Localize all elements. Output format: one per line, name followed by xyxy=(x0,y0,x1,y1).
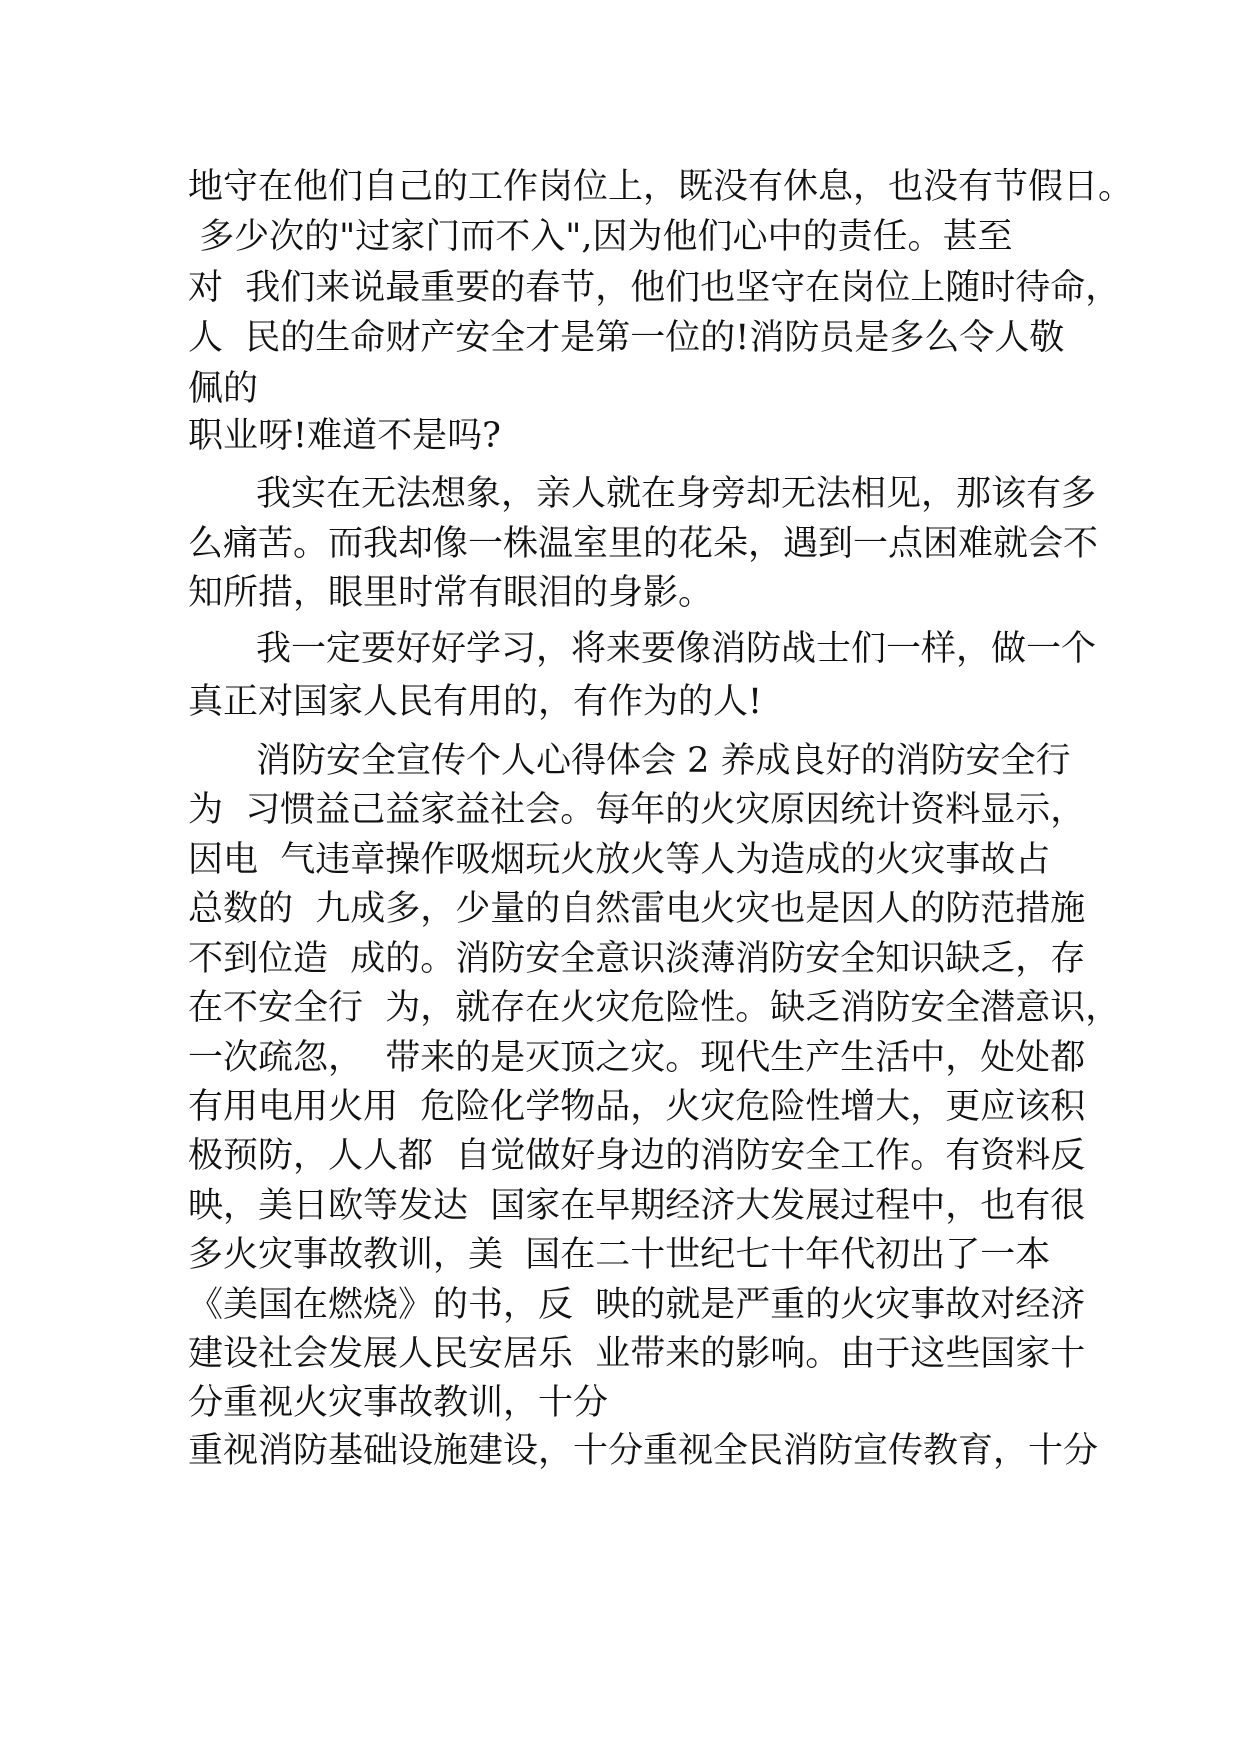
text-line: 佩的 xyxy=(188,369,259,409)
text-line: 多火灾事故教训，美 国在二十世纪七十年代初出了一本 xyxy=(188,1235,1051,1275)
text-line: 为 习惯益己益家益社会。每年的火灾原因统计资料显示， xyxy=(188,790,1086,830)
text-line: 我实在无法想象，亲人就在身旁却无法相见，那该有多 xyxy=(256,474,1097,514)
text-line: 因电 气违章操作吸烟玩火放火等人为造成的火灾事故占 xyxy=(188,840,1051,880)
text-line: 职业呀!难道不是吗? xyxy=(188,416,501,456)
text-line: 重视消防基础设施建设，十分重视全民消防宣传教育，十分 xyxy=(188,1431,1099,1471)
text-line: 知所措，眼里时常有眼泪的身影。 xyxy=(188,573,714,613)
text-line: 《美国在燃烧》的书，反 映的就是严重的火灾事故对经济 xyxy=(188,1285,1086,1325)
text-line: 有用电用火用 危险化学物品，火灾危险性增大，更应该积 xyxy=(188,1087,1086,1127)
text-line: 不到位造 成的。消防安全意识淡薄消防安全知识缺乏，存 xyxy=(188,939,1086,979)
text-line: 真正对国家人民有用的，有作为的人! xyxy=(188,682,763,722)
text-line: 一次疏忽， 带来的是灭顶之灾。现代生产生活中，处处都 xyxy=(188,1038,1086,1078)
text-line: 人 民的生命财产安全才是第一位的!消防员是多么令人敬 xyxy=(188,318,1065,358)
text-line: 我一定要好好学习，将来要像消防战士们一样，做一个 xyxy=(256,629,1097,669)
text-line: 地守在他们自己的工作岗位上，既没有休息，也没有节假日。 xyxy=(188,167,1134,207)
text-line: 消防安全宣传个人心得体会 2 养成良好的消防安全行 xyxy=(256,741,1071,781)
text-line: 多少次的"过家门而不入",因为他们心中的责任。甚至 xyxy=(188,217,1013,257)
text-line: 极预防，人人都 自觉做好身边的消防安全工作。有资料反 xyxy=(188,1136,1086,1176)
text-line: 映，美日欧等发达 国家在早期经济大发展过程中，也有很 xyxy=(188,1186,1086,1226)
text-line: 分重视火灾事故教训，十分 xyxy=(188,1383,609,1423)
text-line: 么痛苦。而我却像一株温室里的花朵，遇到一点困难就会不 xyxy=(188,524,1099,564)
text-line: 总数的 九成多，少量的自然雷电火灾也是因人的防范措施 xyxy=(188,889,1086,929)
text-line: 对 我们来说最重要的春节，他们也坚守在岗位上随时待命， xyxy=(188,268,1121,308)
text-line: 在不安全行 为，就存在火灾危险性。缺乏消防安全潜意识， xyxy=(188,988,1121,1028)
text-line: 建设社会发展人民安居乐 业带来的影响。由于这些国家十 xyxy=(188,1334,1086,1374)
